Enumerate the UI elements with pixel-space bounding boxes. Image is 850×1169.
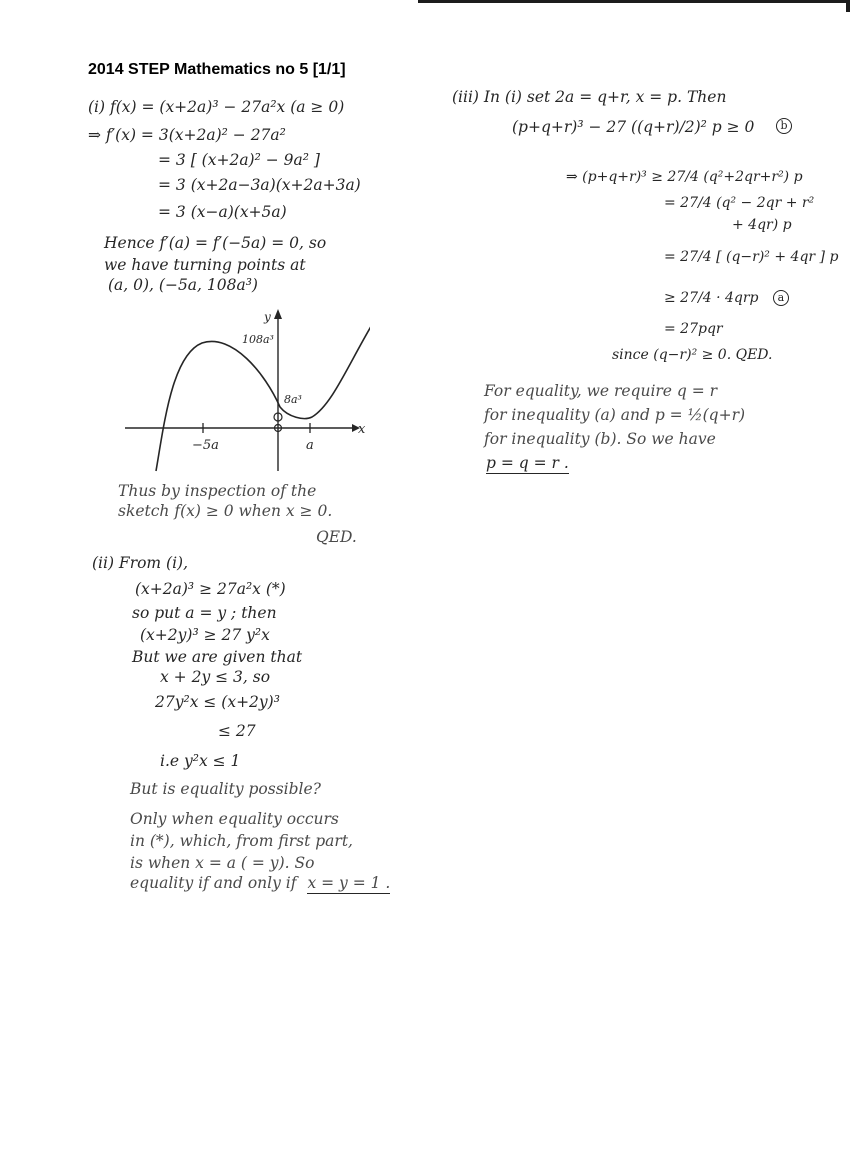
- part-ii-line-2: (x+2a)³ ≥ 27a²x (*): [135, 580, 286, 598]
- part-iii-answer-text: p = q = r .: [486, 454, 569, 472]
- part-i-line-7: we have turning points at: [104, 256, 306, 274]
- part-ii-line-10: But is equality possible?: [130, 780, 321, 798]
- part-iii-line-11: for inequality (b). So we have: [484, 430, 716, 448]
- part-ii-line-11: Only when equality occurs: [130, 810, 339, 828]
- part-iii-line-9: For equality, we require q = r: [484, 382, 718, 400]
- part-ii-line-12: in (*), which, from first part,: [130, 832, 353, 850]
- y-axis-label: y: [264, 310, 271, 324]
- cubic-sketch: [120, 305, 370, 475]
- part-iii-line-4: = 27/4 (q² − 2qr + r²: [664, 195, 815, 211]
- part-iii-line-6: [664, 290, 789, 306]
- part-iii-line-5: = 27/4 [ (q−r)² + 4qr ] p: [664, 249, 839, 265]
- circled-a-label: a: [773, 290, 789, 306]
- part-i-line-8: (a, 0), (−5a, 108a³): [108, 276, 258, 294]
- part-iii-line-2: (p+q+r)³ − 27 ((q+r)/2)² p ≥ 0: [512, 118, 755, 136]
- circled-b-label: b: [776, 118, 792, 134]
- part-ii-line-1: (ii) From (i),: [92, 554, 189, 572]
- part-iii-line-7: = 27pqr: [664, 321, 723, 337]
- tick-label-neg-5a: −5a: [192, 438, 219, 453]
- part-ii-line-3: so put a = y ; then: [132, 604, 277, 622]
- part-iii-answer: [486, 456, 569, 472]
- part-i-line-1: (i) f(x) = (x+2a)³ − 27a²x (a ≥ 0): [88, 98, 345, 116]
- part-i-qed: QED.: [316, 528, 357, 546]
- page-title: 2014 STEP Mathematics no 5 [1/1]: [88, 61, 346, 78]
- part-ii-line-9: i.e y²x ≤ 1: [160, 752, 241, 770]
- tick-label-a: a: [306, 438, 314, 453]
- part-ii-line-7: 27y²x ≤ (x+2y)³: [155, 693, 280, 711]
- part-iii-mark-b: [776, 118, 792, 134]
- part-ii-line-14-text: equality if and only if: [130, 874, 297, 892]
- y-axis-arrow: [274, 309, 282, 319]
- part-iii-line-1: (iii) In (i) set 2a = q+r, x = p. Then: [452, 88, 727, 106]
- x-axis-label: x: [358, 422, 366, 437]
- intercept-label: 8a³: [284, 393, 302, 406]
- part-ii-line-4: (x+2y)³ ≥ 27 y²x: [140, 626, 270, 644]
- part-iii-line-3: ⇒ (p+q+r)³ ≥ 27/4 (q²+2qr+r²) p: [566, 169, 803, 185]
- part-ii-answer: x = y = 1 .: [307, 874, 391, 892]
- part-ii-line-6: x + 2y ≤ 3, so: [160, 668, 271, 686]
- part-iii-line-4b: + 4qr) p: [732, 217, 792, 233]
- part-ii-line-14: [130, 876, 390, 892]
- part-ii-line-8: ≤ 27: [218, 722, 256, 740]
- part-i-line-9: Thus by inspection of the: [118, 482, 317, 500]
- max-value-label: 108a³: [242, 333, 274, 346]
- part-i-line-2: ⇒ f′(x) = 3(x+2a)² − 27a²: [88, 126, 286, 144]
- part-iii-line-8: since (q−r)² ≥ 0. QED.: [612, 347, 773, 363]
- part-i-line-5: = 3 (x−a)(x+5a): [158, 203, 287, 221]
- part-iii-line-6-text: ≥ 27/4 · 4qrp: [664, 290, 759, 306]
- part-i-line-10: sketch f(x) ≥ 0 when x ≥ 0.: [118, 502, 333, 520]
- part-i-line-3: = 3 [ (x+2a)² − 9a² ]: [158, 151, 320, 169]
- part-iii-line-10: for inequality (a) and p = ½(q+r): [484, 406, 746, 424]
- part-i-line-6: Hence f′(a) = f′(−5a) = 0, so: [104, 234, 327, 252]
- part-ii-line-5: But we are given that: [132, 648, 303, 666]
- part-i-line-4: = 3 (x+2a−3a)(x+2a+3a): [158, 176, 361, 194]
- part-ii-line-13: is when x = a ( = y). So: [130, 854, 315, 872]
- scan-border-right: [846, 0, 850, 12]
- scan-border-top: [418, 0, 850, 3]
